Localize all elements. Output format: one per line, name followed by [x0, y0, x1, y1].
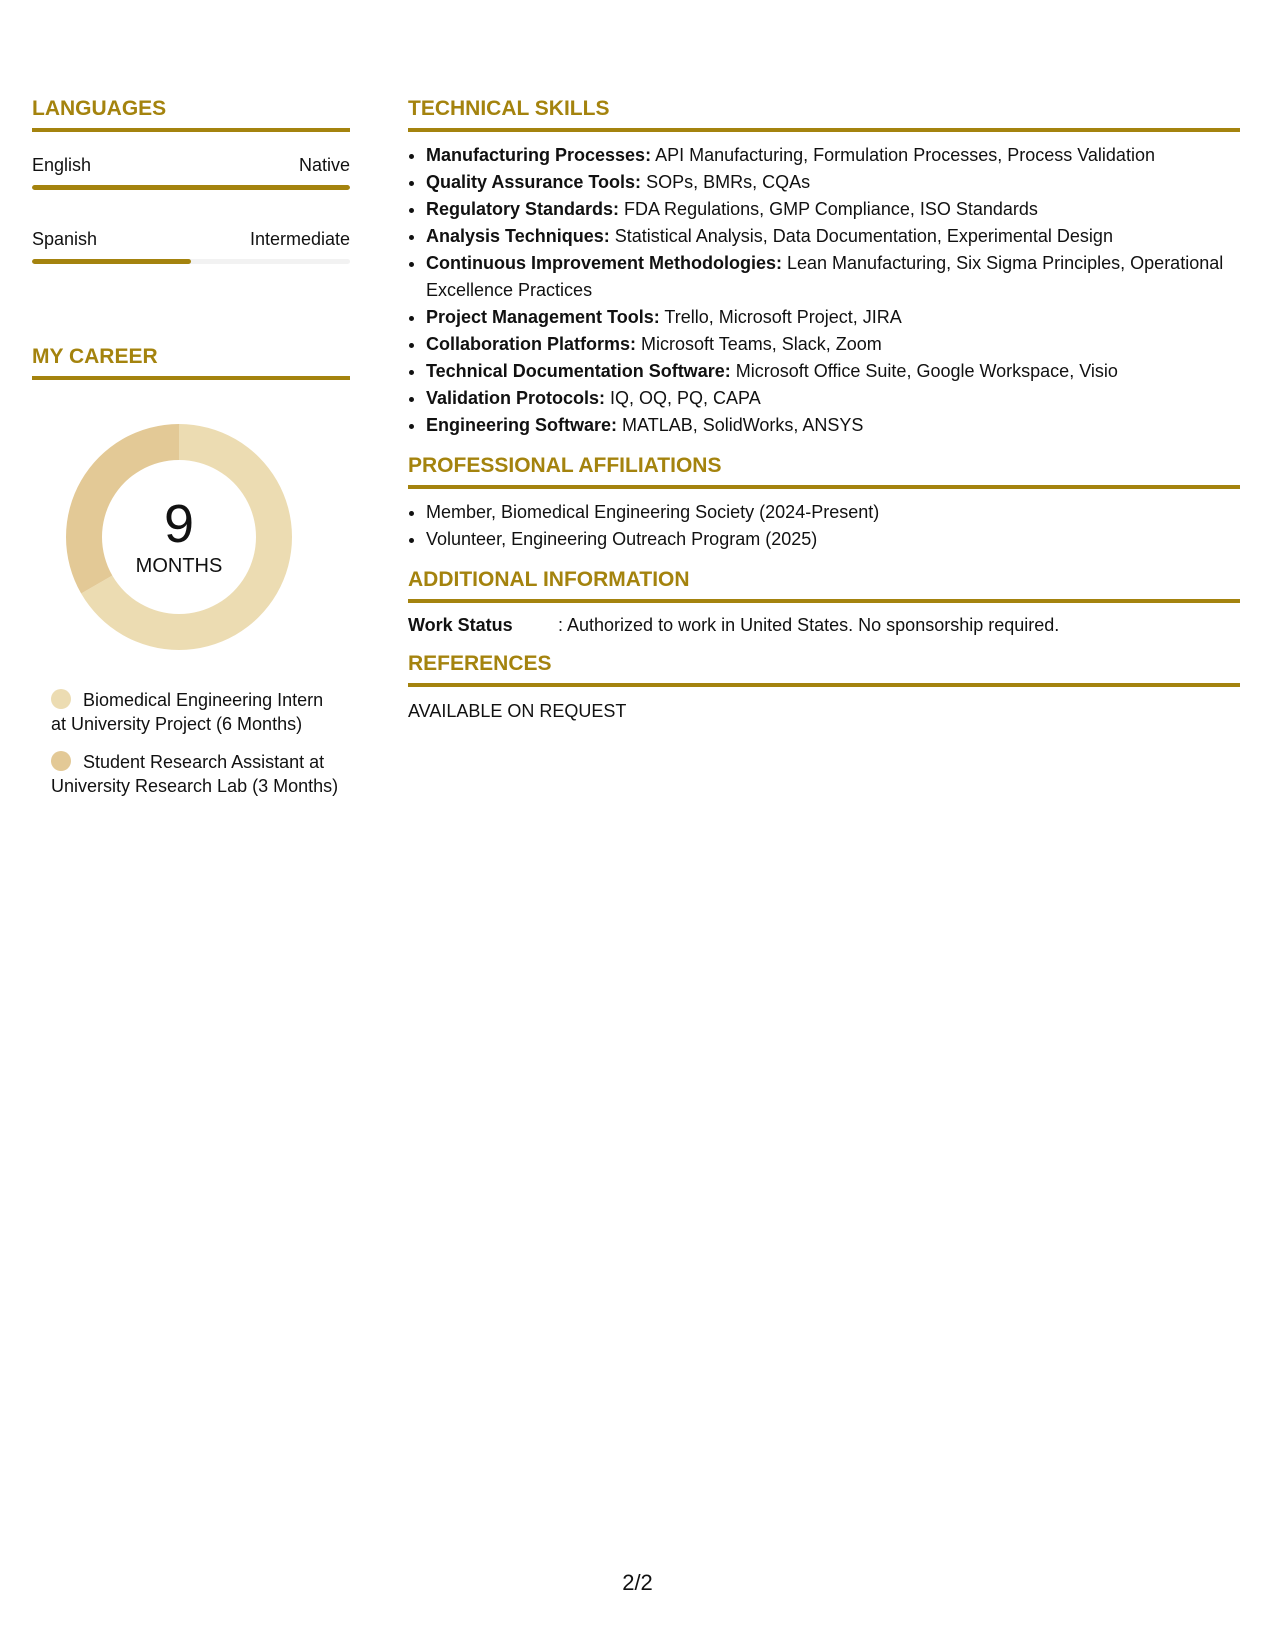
career-total-unit: MONTHS — [135, 555, 223, 577]
skill-label: Project Management Tools: — [426, 307, 660, 327]
skill-text: IQ, OQ, PQ, CAPA — [605, 388, 761, 408]
skill-label: Validation Protocols: — [426, 388, 606, 408]
skill-label: Collaboration Platforms: — [426, 334, 637, 354]
left-column — [32, 96, 350, 812]
right-column — [408, 96, 1240, 723]
work-status-row — [408, 613, 1240, 637]
language-name: Spanish — [32, 229, 98, 249]
skill-text: Statistical Analysis, Data Documentation, Experimental Design — [609, 226, 1113, 246]
skill-label: Quality Assurance Tools: — [426, 172, 642, 192]
affiliation-item: • Volunteer, Engineering Outreach Program (2025) — [426, 526, 1240, 553]
skill-text: Microsoft Teams, Slack, Zoom — [636, 334, 882, 354]
skill-label: Continuous Improvement Methodologies: — [426, 253, 782, 273]
skill-item — [426, 196, 1240, 223]
technical-skills-list — [408, 142, 1240, 439]
affiliation-item: • Member, Biomedical Engineering Society (2024-Present) — [426, 499, 1240, 526]
skill-item — [426, 412, 1240, 439]
technical-skills-heading: TECHNICAL SKILLS — [408, 96, 1240, 132]
legend-dot — [51, 751, 71, 771]
language-bar-fill — [32, 185, 350, 190]
skill-text: API Manufacturing, Formulation Processes, Process Validation — [651, 145, 1155, 165]
skill-text: Lean Manufacturing, Six Sigma Principles, Operational Excellence Practices — [426, 253, 1224, 300]
skill-label: Regulatory Standards: — [426, 199, 620, 219]
references-text: AVAILABLE ON REQUEST — [408, 701, 627, 721]
language-bar — [32, 259, 350, 264]
language-name: English — [32, 155, 92, 175]
career-donut-chart — [66, 424, 292, 650]
additional-info-heading: ADDITIONAL INFORMATION — [408, 567, 1240, 603]
legend-label: Student Research Assistant at University Research Lab (3 Months) — [51, 752, 339, 796]
skill-item — [426, 304, 1240, 331]
skill-label: Manufacturing Processes: — [426, 145, 652, 165]
work-status-label: Work Status — [408, 615, 513, 635]
legend-item — [51, 688, 341, 736]
language-bar-fill — [32, 259, 191, 264]
skill-item — [426, 331, 1240, 358]
affiliations-list — [408, 499, 1240, 553]
language-item — [32, 228, 350, 264]
skill-label: Engineering Software: — [426, 415, 618, 435]
career-heading: MY CAREER — [32, 344, 350, 380]
career-legend — [51, 688, 341, 798]
language-bar — [32, 185, 350, 190]
skill-text: Trello, Microsoft Project, JIRA — [659, 307, 902, 327]
skill-item — [426, 169, 1240, 196]
language-level: Native — [298, 155, 350, 175]
skill-text: MATLAB, SolidWorks, ANSYS — [617, 415, 864, 435]
references-heading: REFERENCES — [408, 651, 1240, 687]
skill-text: Microsoft Office Suite, Google Workspace, Visio — [730, 361, 1118, 381]
skill-label: Analysis Techniques: — [426, 226, 610, 246]
skill-text: SOPs, BMRs, CQAs — [641, 172, 811, 192]
skill-item — [426, 223, 1240, 250]
languages-heading: LANGUAGES — [32, 96, 350, 132]
affiliations-heading: PROFESSIONAL AFFILIATIONS — [408, 453, 1240, 489]
legend-item — [51, 750, 341, 798]
language-level: Intermediate — [249, 229, 350, 249]
page-number: 2/2 — [622, 1570, 653, 1595]
skill-item — [426, 385, 1240, 412]
language-item — [32, 154, 350, 190]
skill-item — [426, 358, 1240, 385]
donut-center — [66, 494, 292, 578]
legend-label: Biomedical Engineering Intern at University Project (6 Months) — [51, 690, 324, 734]
skill-item — [426, 142, 1240, 169]
legend-dot — [51, 689, 71, 709]
work-status-value: : Authorized to work in United States. No sponsorship required. — [558, 615, 1060, 635]
career-total-value: 9 — [163, 494, 195, 554]
skill-text: FDA Regulations, GMP Compliance, ISO Standards — [619, 199, 1038, 219]
skill-label: Technical Documentation Software: — [426, 361, 731, 381]
skill-item — [426, 250, 1240, 304]
